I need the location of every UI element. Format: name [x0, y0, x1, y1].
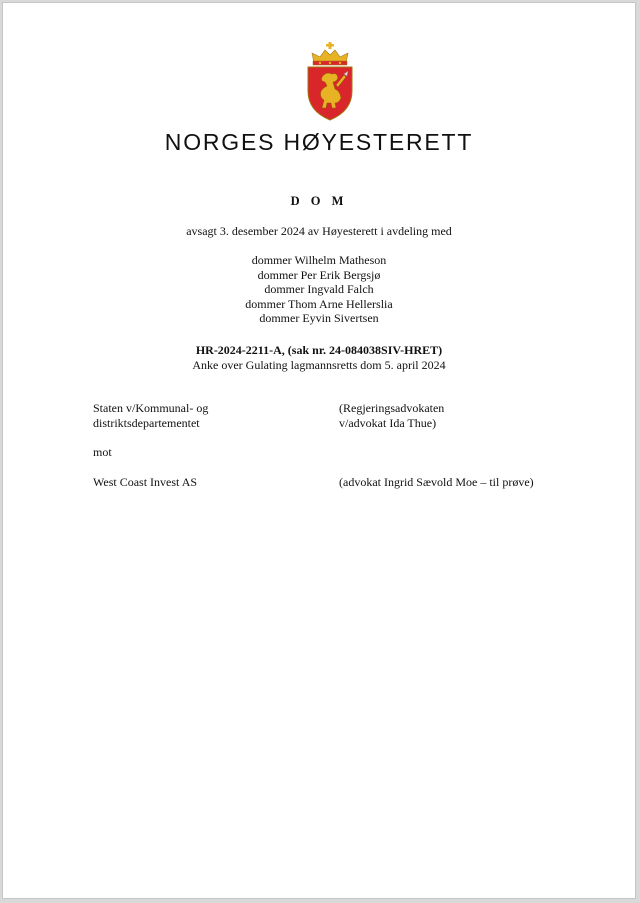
counsel-line: v/advokat Ida Thue) — [339, 416, 437, 430]
case-block — [3, 343, 635, 373]
respondent-counsel: (advokat Ingrid Sævold Moe – til prøve) — [339, 475, 534, 489]
judge-name: dommer Ingvald Falch — [264, 282, 374, 297]
judge-name: dommer Per Erik Bergsjø — [257, 267, 381, 282]
delivered-line: avsagt 3. desember 2024 av Høyesterett i avdeling med — [186, 224, 452, 238]
norwegian-coat-of-arms-icon — [300, 41, 360, 121]
document-page — [2, 2, 636, 899]
appeal-line: Anke over Gulating lagmannsretts dom 5. april 2024 — [192, 358, 446, 372]
document-title: D O M — [290, 194, 348, 208]
versus-label: mot — [93, 445, 112, 459]
respondent: West Coast Invest AS — [93, 475, 198, 489]
appellant-line: Staten v/Kommunal- og — [93, 401, 209, 415]
appellant — [93, 401, 208, 431]
counsel-line: (Regjeringsadvokaten — [339, 401, 445, 415]
judge-name: dommer Thom Arne Hellerslia — [245, 296, 393, 311]
judges-list — [3, 253, 635, 326]
appellant-line: distriktsdepartementet — [93, 416, 200, 430]
court-name: NORGES HØYESTERETT — [164, 129, 474, 155]
judge-name: dommer Wilhelm Matheson — [251, 253, 387, 267]
judge-name: dommer Eyvin Sivertsen — [259, 311, 379, 326]
case-number: HR-2024-2211-A, (sak nr. 24-084038SIV-HRET) — [195, 343, 443, 357]
appellant-counsel — [339, 401, 444, 431]
